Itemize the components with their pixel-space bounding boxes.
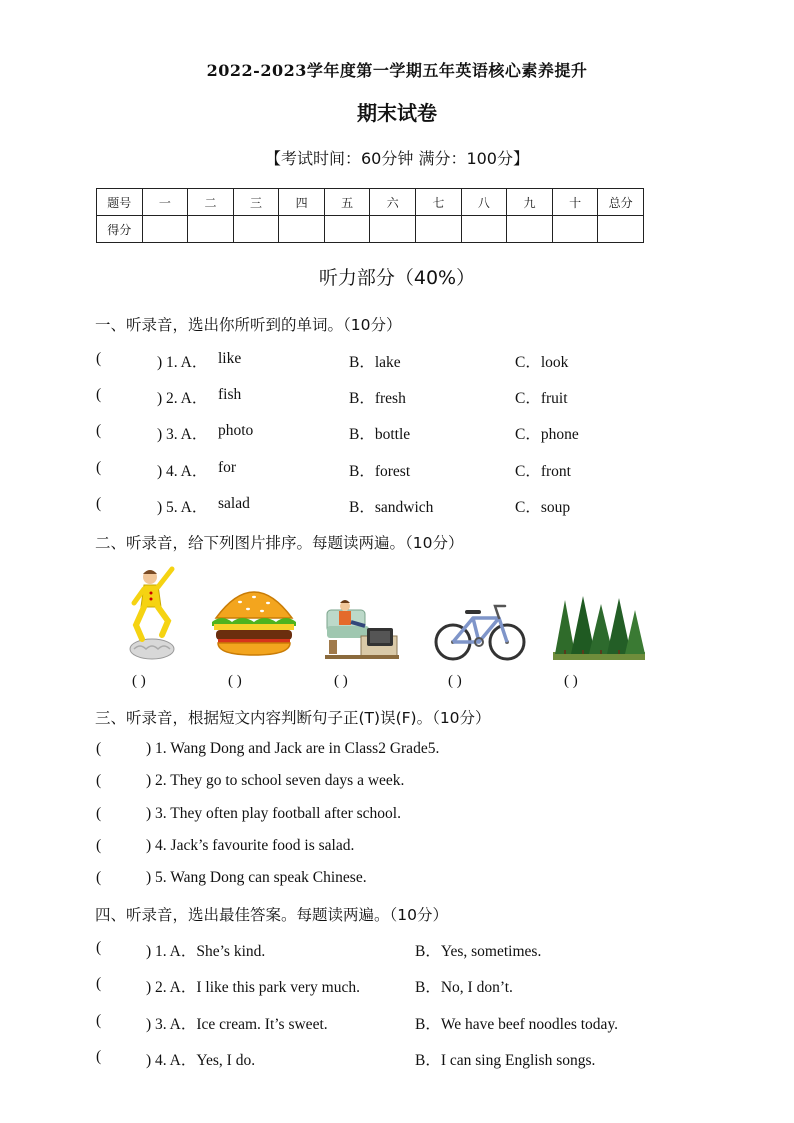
- picture-order-blank[interactable]: ( ): [564, 673, 578, 689]
- question-number: ) 3. A．: [157, 426, 208, 443]
- table-cell: 七: [416, 189, 462, 216]
- table-cell: 五: [324, 189, 370, 216]
- answer-paren-open: (: [96, 869, 102, 886]
- option-c: C．soup: [515, 499, 571, 516]
- tf-statement: ) 1. Wang Dong and Jack are in Class2 Grade5.: [146, 740, 440, 757]
- picture-order-blank[interactable]: ( ): [448, 673, 462, 689]
- table-cell: 总分: [598, 189, 644, 216]
- tf-statement: ) 2. They go to school seven days a week.: [146, 772, 405, 789]
- tf-statement: ) 4. Jack’s favourite food is salad.: [146, 837, 355, 854]
- answer-paren-open: (: [96, 459, 102, 476]
- option-a: fish: [218, 386, 242, 403]
- option-b: B．bottle: [349, 426, 411, 443]
- option-a: salad: [218, 495, 250, 512]
- table-cell: 六: [370, 189, 416, 216]
- exam-info: 【考试时间：60分钟 满分：100分】: [265, 149, 529, 168]
- table-cell: 八: [461, 189, 507, 216]
- answer-paren-open: (: [96, 386, 102, 403]
- score-cell[interactable]: [507, 216, 553, 243]
- option-a: like: [218, 350, 242, 367]
- answer-paren-open: (: [96, 422, 102, 439]
- section4-title: 四、听录音，选出最佳答案。每题读两遍。（10分）: [95, 906, 448, 924]
- forest-icon: [553, 596, 645, 660]
- option-a: ) 2. A．I like this park very much.: [146, 979, 360, 996]
- table-cell: 题号: [97, 189, 143, 216]
- exam-title-line2: 期末试卷: [357, 101, 437, 125]
- answer-paren-open: (: [96, 740, 102, 757]
- answer-paren-open: (: [96, 1012, 102, 1029]
- question-number: ) 5. A．: [157, 499, 208, 516]
- table-cell: 得分: [97, 216, 143, 243]
- table-cell: 一: [142, 189, 188, 216]
- score-table: [96, 188, 644, 243]
- watching-tv-icon: [325, 600, 399, 660]
- score-cell[interactable]: [552, 216, 598, 243]
- score-cell[interactable]: [461, 216, 507, 243]
- answer-paren-open: (: [96, 1048, 102, 1065]
- table-cell: 二: [188, 189, 234, 216]
- hamburger-icon: [210, 584, 298, 658]
- section1-title: 一、听录音，选出你所听到的单词。（10分）: [95, 316, 402, 334]
- answer-paren-open: (: [96, 975, 102, 992]
- question-number: ) 1. A．: [157, 354, 208, 371]
- option-b: B．No, I don’t.: [415, 979, 513, 996]
- option-a: ) 1. A．She’s kind.: [146, 943, 266, 960]
- score-cell[interactable]: [416, 216, 462, 243]
- section2-title: 二、听录音，给下列图片排序。每题读两遍。（10分）: [95, 534, 464, 552]
- answer-paren-open: (: [96, 350, 102, 367]
- score-cell[interactable]: [370, 216, 416, 243]
- section3-title: 三、听录音，根据短文内容判断句子正(T)误(F)。（10分）: [95, 709, 491, 727]
- score-cell[interactable]: [233, 216, 279, 243]
- picture-order-blank[interactable]: ( ): [334, 673, 348, 689]
- table-cell: 三: [233, 189, 279, 216]
- tf-statement: ) 3. They often play football after school.: [146, 805, 401, 822]
- question-number: ) 2. A．: [157, 390, 208, 407]
- option-b: B．lake: [349, 354, 401, 371]
- picture-order-blank[interactable]: ( ): [228, 673, 242, 689]
- option-c: C．front: [515, 463, 571, 480]
- score-cell[interactable]: [598, 216, 644, 243]
- score-cell[interactable]: [324, 216, 370, 243]
- picture-order-blank[interactable]: ( ): [132, 673, 146, 689]
- option-a: for: [218, 459, 237, 476]
- option-c: C．look: [515, 354, 569, 371]
- answer-paren-open: (: [96, 939, 102, 956]
- listening-heading: 听力部分（40%）: [318, 267, 476, 289]
- answer-paren-open: (: [96, 805, 102, 822]
- table-cell: 十: [552, 189, 598, 216]
- option-b: B．Yes, sometimes.: [415, 943, 542, 960]
- answer-paren-open: (: [96, 837, 102, 854]
- kung-fu-boy-icon: [120, 563, 182, 663]
- answer-paren-open: (: [96, 495, 102, 512]
- table-cell: 四: [279, 189, 325, 216]
- option-a: ) 4. A．Yes, I do.: [146, 1052, 256, 1069]
- option-b: B．We have beef noodles today.: [415, 1016, 619, 1033]
- option-b: B．I can sing English songs.: [415, 1052, 596, 1069]
- option-b: B．sandwich: [349, 499, 434, 516]
- table-cell: 九: [507, 189, 553, 216]
- answer-paren-open: (: [96, 772, 102, 789]
- option-a: photo: [218, 422, 254, 439]
- option-c: C．phone: [515, 426, 579, 443]
- score-cell[interactable]: [279, 216, 325, 243]
- exam-title-line1: 2022-2023学年度第一学期五年英语核心素养提升: [206, 61, 588, 80]
- score-cell[interactable]: [142, 216, 188, 243]
- bicycle-icon: [433, 600, 527, 662]
- option-c: C．fruit: [515, 390, 568, 407]
- score-table-score-row: [97, 216, 644, 243]
- question-number: ) 4. A．: [157, 463, 208, 480]
- score-table-header-row: [97, 189, 644, 216]
- option-b: B．forest: [349, 463, 411, 480]
- option-b: B．fresh: [349, 390, 406, 407]
- score-cell[interactable]: [188, 216, 234, 243]
- tf-statement: ) 5. Wang Dong can speak Chinese.: [146, 869, 367, 886]
- option-a: ) 3. A．Ice cream. It’s sweet.: [146, 1016, 328, 1033]
